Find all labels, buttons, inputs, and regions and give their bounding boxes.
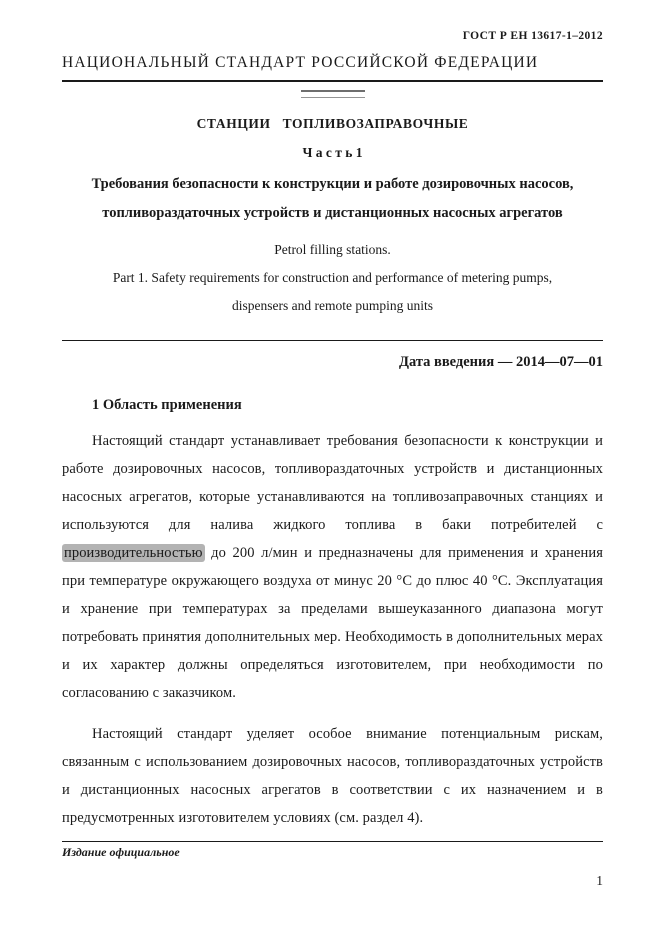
header-rule: [62, 80, 603, 82]
page-footer: [62, 841, 603, 889]
document-title: СТАНЦИИ ТОПЛИВОЗАПРАВОЧНЫЕ: [196, 116, 469, 131]
effective-date: Дата введения — 2014—07—01: [398, 354, 603, 370]
title-en-line-2: Part 1. Safety requirements for construction and performance of metering pumps,: [112, 270, 553, 285]
strikeout-artifact: [301, 90, 365, 98]
title-separator-rule: [62, 340, 603, 341]
standard-header-title: НАЦИОНАЛЬНЫЙ СТАНДАРТ РОССИЙСКОЙ ФЕДЕРАЦИИ: [62, 54, 539, 71]
page-number: 1: [596, 873, 603, 888]
subtitle-ru-line-2: топливораздаточных устройств и дистанционных насосных агрегатов: [102, 205, 563, 221]
title-en-line-3: dispensers and remote pumping units: [232, 298, 433, 313]
edition-note: Издание официальное: [62, 845, 180, 859]
document-title-en: [62, 236, 603, 320]
title-en-line-1: Petrol filling stations.: [274, 242, 391, 257]
title-block: [62, 116, 603, 320]
para1-text-after: до 200 л/мин и предназначены для применения и хранения при температуре окружающего воздуха от минус 20 °С до плюс 40 °С. Эксплуатация и хранение при температурах за пределами вышеуказанного диапазона могут потребовать принятия дополнительных мер. Необходимость в дополнительных мерах и их характер должны определяться изготовителем, при необходимости по согласованию с заказчиком.: [62, 545, 603, 701]
subtitle-ru-line-1: Требования безопасности к конструкции и работе дозировочных насосов,: [91, 176, 574, 192]
document-subtitle-ru: [62, 170, 603, 228]
doc-code: ГОСТ Р ЕН 13617-1–2012: [462, 30, 603, 42]
document-part-label: Ч а с т ь 1: [302, 145, 363, 160]
scope-paragraph-2: Настоящий стандарт уделяет особое внимание потенциальным рискам, связанным с использованием дозировочных насосов, топливораздаточных устройств и дистанционных насосных агрегатов в соответствии с их назначением и в предусмотренных изготовителем условиях (см. раздел 4).: [62, 726, 603, 826]
section-1-heading: 1 Область применения: [92, 397, 242, 413]
scope-paragraph-1: [62, 427, 603, 707]
para1-text-before: Настоящий стандарт устанавливает требования безопасности к конструкции и работе дозировочных насосов, топливораздаточных устройств и дистанционных насосных агрегатов, которые устанавливаются на топливозаправочных станциях и используются для налива жидкого топлива в баки потребителей с: [62, 433, 603, 533]
highlighted-word: производительностью: [64, 545, 203, 561]
